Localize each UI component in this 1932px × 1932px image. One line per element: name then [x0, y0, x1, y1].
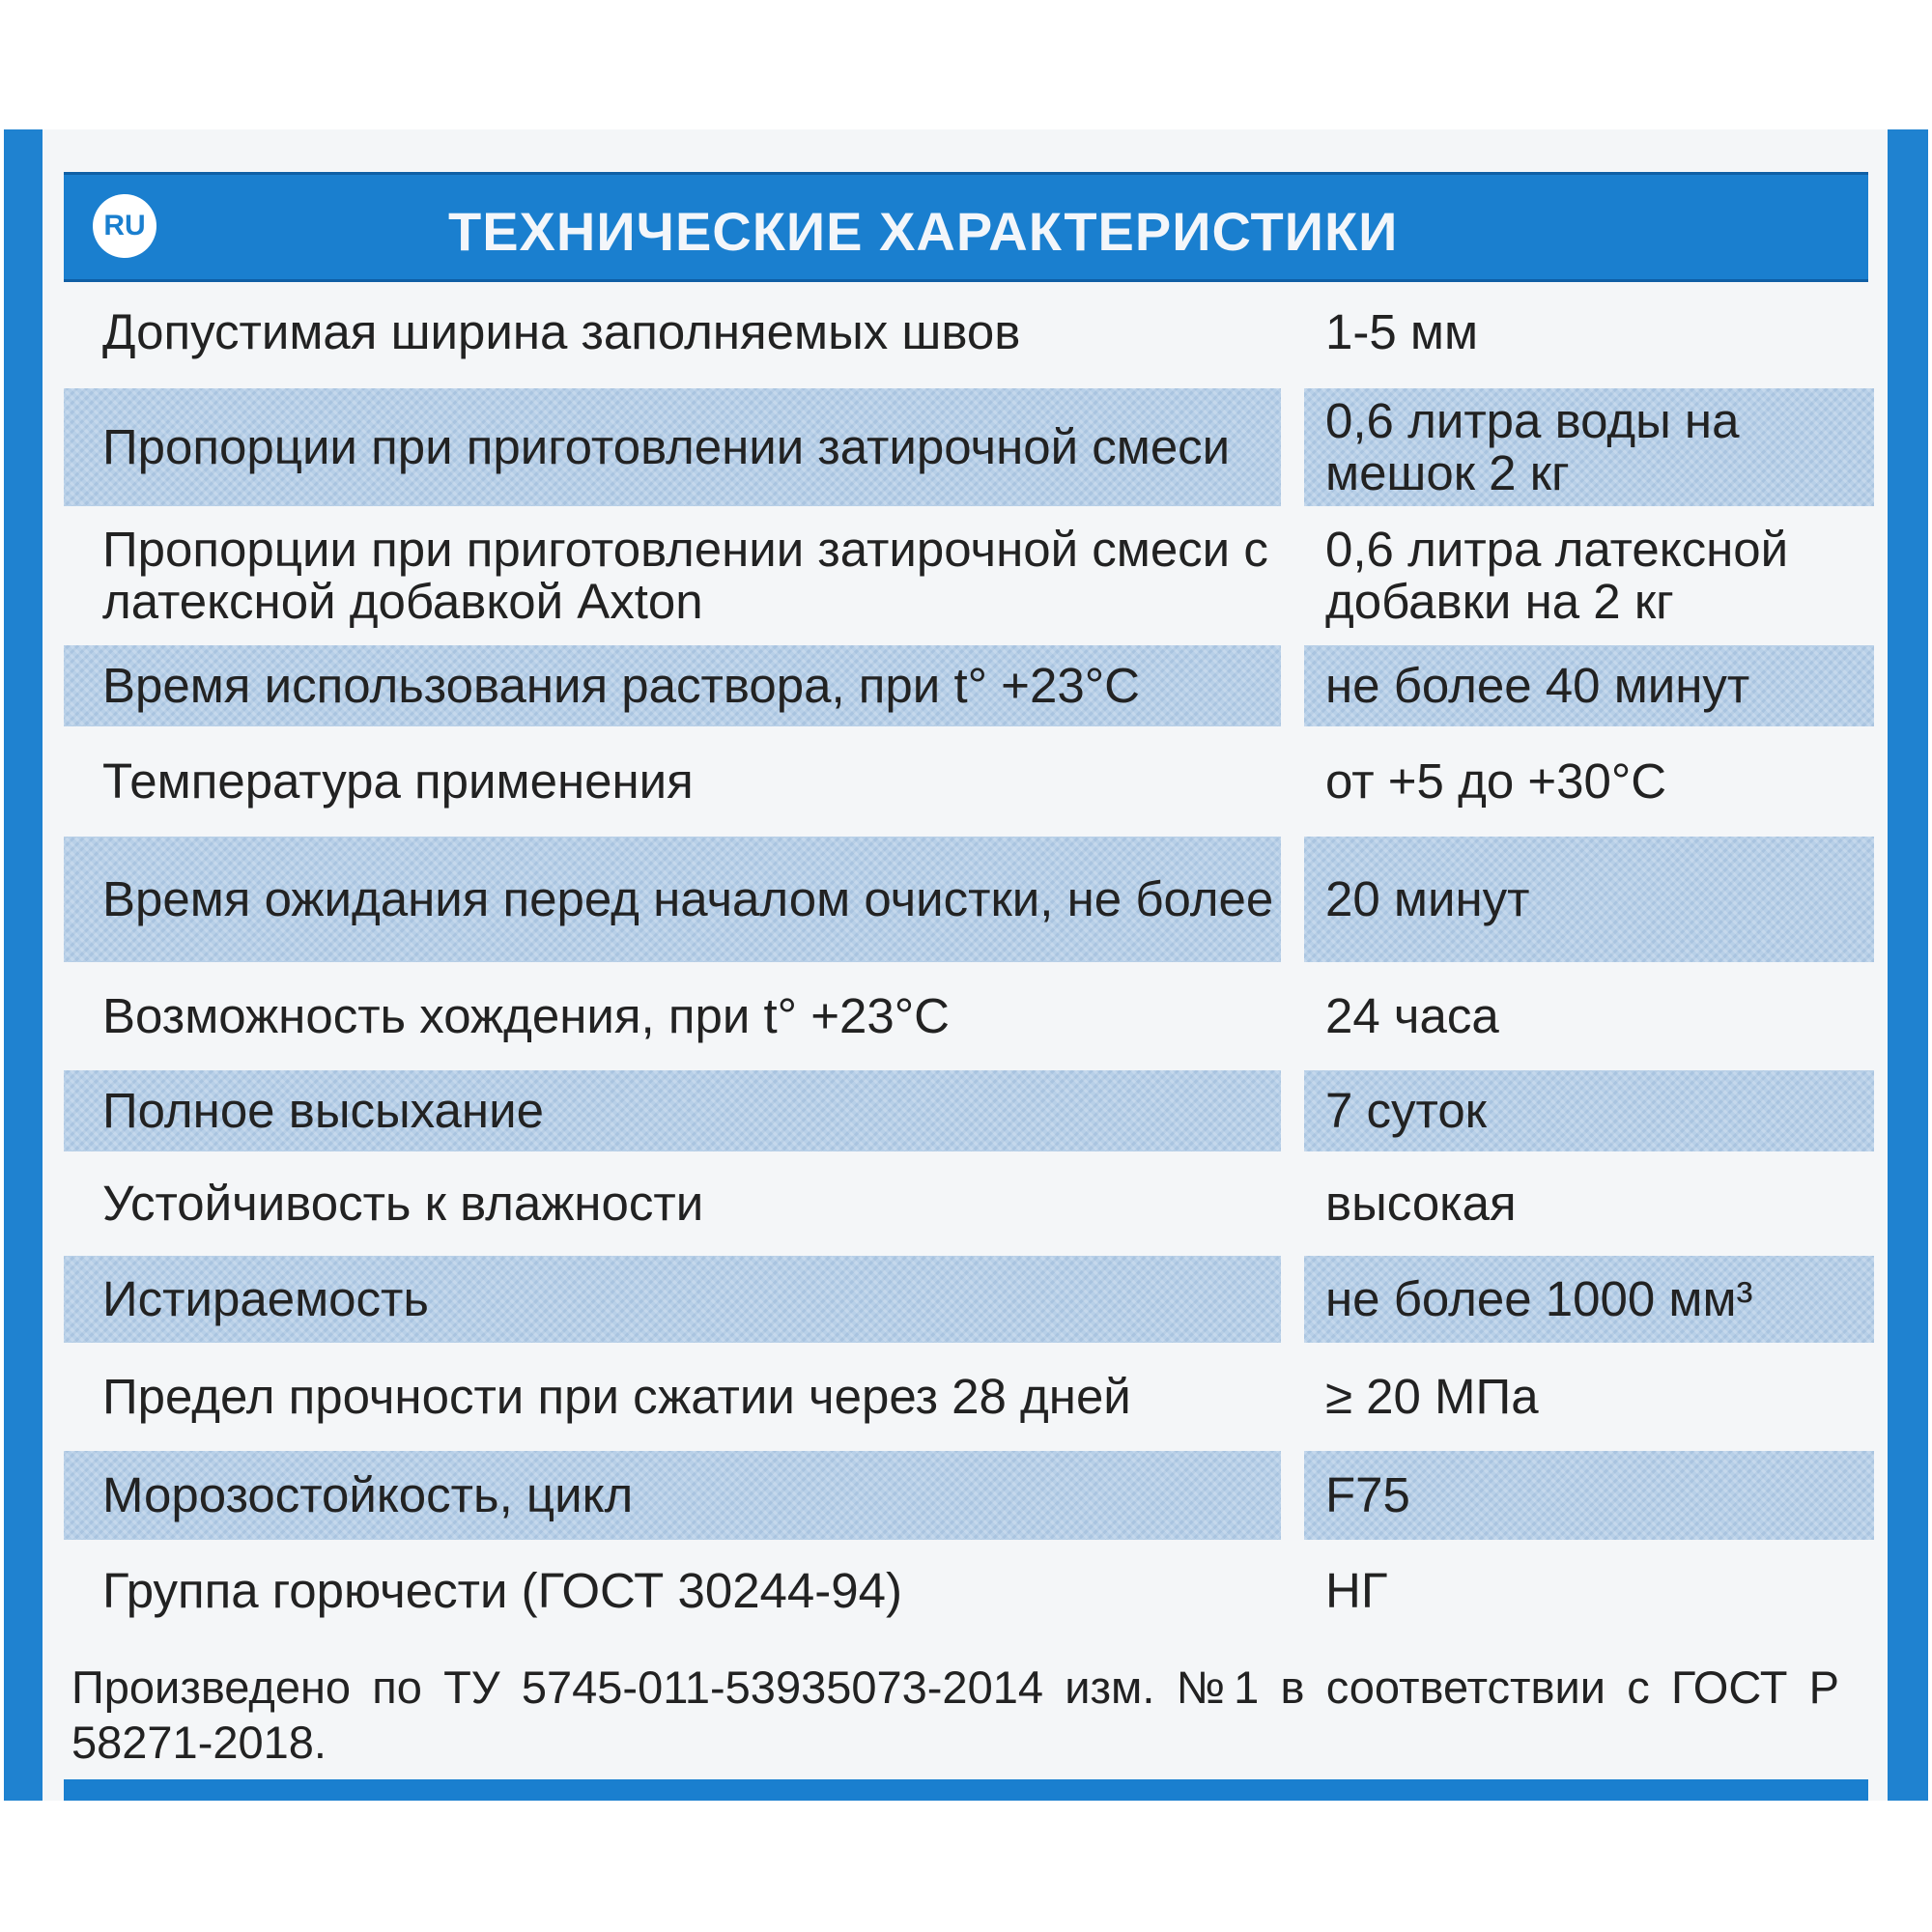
- spec-row-frost-resistance: [43, 1451, 1888, 1540]
- spec-label: Допустимая ширина заполняемых швов: [102, 304, 1021, 360]
- spec-panel: [43, 129, 1888, 1801]
- spec-row-latex-proportions: [43, 514, 1888, 638]
- bottom-blue-strip: [64, 1779, 1868, 1801]
- spec-row-mix-proportions: [43, 388, 1888, 506]
- spec-label: Морозостойкость, цикл: [64, 1451, 1281, 1540]
- language-badge: RU: [93, 194, 156, 258]
- section-title: ТЕХНИЧЕСКИЕ ХАРАКТЕРИСТИКИ: [448, 201, 1399, 262]
- spec-row-full-drying: [43, 1070, 1888, 1151]
- spec-value: 24 часа: [1325, 988, 1499, 1044]
- spec-label: Истираемость: [64, 1256, 1281, 1343]
- spec-row-flammability: [43, 1548, 1888, 1634]
- spec-label: Пропорции при приготовлении затирочной смеси с латексной добавкой Axton: [102, 522, 1268, 629]
- spec-value: 0,6 литра воды на мешок 2 кг: [1304, 388, 1874, 506]
- spec-row-moisture-resistance: [43, 1159, 1888, 1248]
- package-background: [4, 129, 1928, 1801]
- spec-label: Время ожидания перед началом очистки, не более: [64, 837, 1281, 962]
- spec-label: Группа горючести (ГОСТ 30244-94): [102, 1563, 902, 1619]
- spec-label: Предел прочности при сжатии через 28 дней: [102, 1369, 1131, 1425]
- spec-value: F75: [1304, 1451, 1874, 1540]
- spec-value: 0,6 литра латексной добавки на 2 кг: [1325, 522, 1789, 629]
- production-note: Произведено по ТУ 5745-011-53935073-2014 изм. №1 в соответствии с ГОСТ Р 58271-2018.: [71, 1662, 1839, 1769]
- spec-value: 20 минут: [1304, 837, 1874, 962]
- spec-row-joint-width: [43, 284, 1888, 381]
- spec-label: Время использования раствора, при t° +23°C: [64, 645, 1281, 726]
- spec-table: [43, 129, 1888, 1801]
- spec-label: Пропорции при приготовлении затирочной смеси: [64, 388, 1281, 506]
- spec-label: Возможность хождения, при t° +23°C: [102, 988, 950, 1044]
- spec-label: Температура применения: [102, 753, 694, 810]
- spec-value: НГ: [1325, 1563, 1388, 1619]
- spec-label: Полное высыхание: [64, 1070, 1281, 1151]
- spec-row-abrasion: [43, 1256, 1888, 1343]
- spec-value: высокая: [1325, 1176, 1517, 1232]
- spec-value: 7 суток: [1304, 1070, 1874, 1151]
- spec-value: не более 40 минут: [1304, 645, 1874, 726]
- spec-row-application-temperature: [43, 734, 1888, 829]
- spec-value: от +5 до +30°C: [1325, 753, 1667, 810]
- spec-value: не более 1000 мм³: [1304, 1256, 1874, 1343]
- spec-row-cleaning-wait: [43, 837, 1888, 962]
- spec-value: ≥ 20 МПа: [1325, 1369, 1539, 1425]
- spec-label: Устойчивость к влажности: [102, 1176, 704, 1232]
- spec-row-walkable: [43, 970, 1888, 1063]
- spec-row-pot-life: [43, 645, 1888, 726]
- spec-value: 1-5 мм: [1325, 304, 1479, 360]
- spec-row-compressive-strength: [43, 1350, 1888, 1443]
